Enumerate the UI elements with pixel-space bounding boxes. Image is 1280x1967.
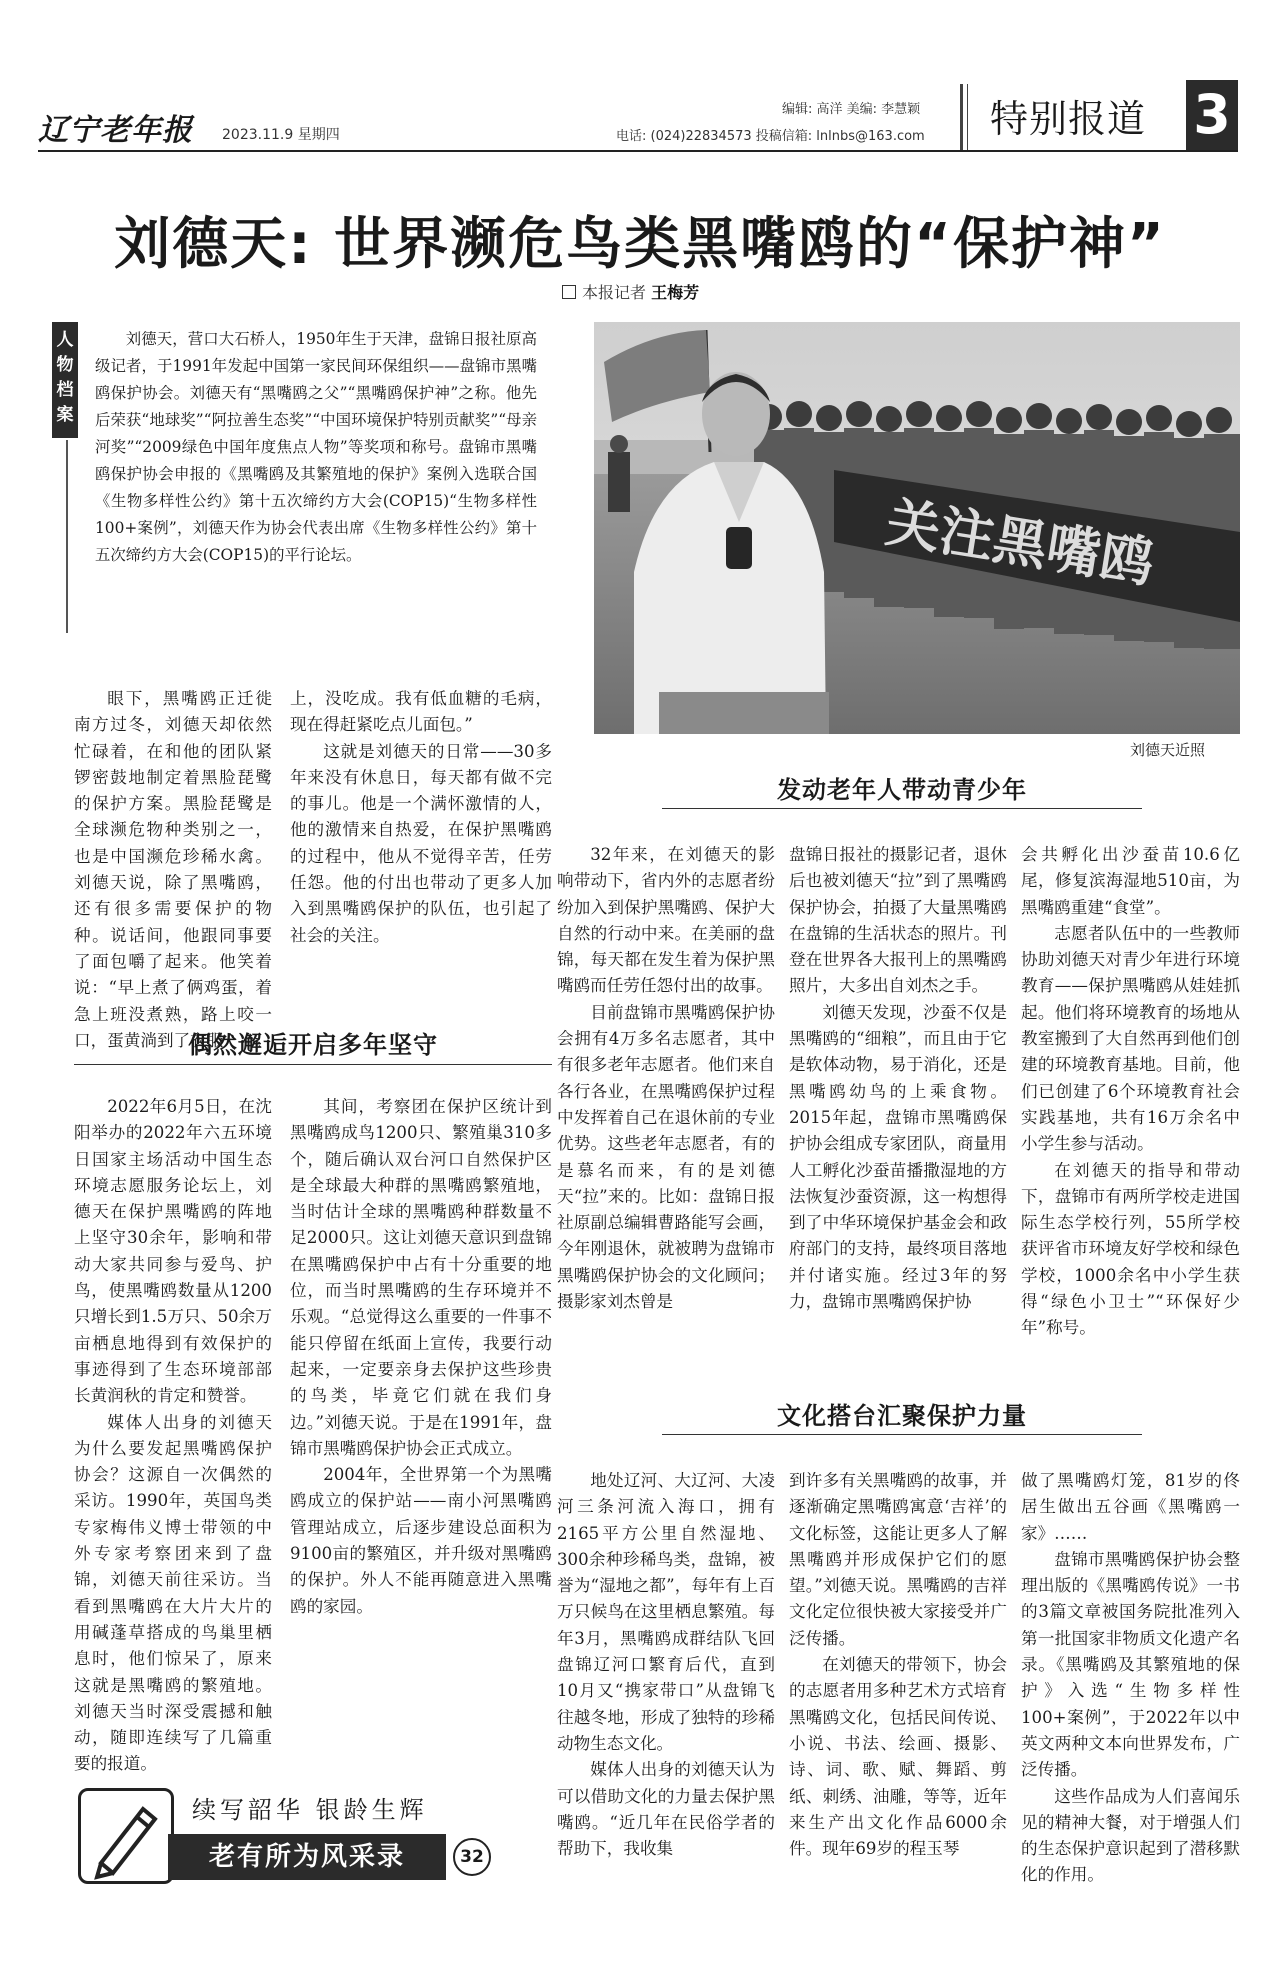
- body-paragraph: 做了黑嘴鸥灯笼，81岁的佟居生做出五谷画《黑嘴鸥一家》……: [1021, 1471, 1240, 1543]
- intro-column-2: [290, 686, 552, 949]
- profile-tag: 人物档案: [52, 322, 78, 438]
- section-rule: [662, 808, 1142, 809]
- body-paragraph: 刘德天发现，沙蚕不仅是黑嘴鸥的“细粮”，而且由于它是软体动物，易于消化，还是黑嘴鸥幼鸟的上乘食物。2015年起，盘锦市黑嘴鸥保护协会组成专家团队，商量用人工孵化沙蚕苗播撒湿地的方法恢复沙蚕资源，这一构想得到了中华环境保护基金会和政府部门的支持，最终项目落地并付诸实施。经过3年的努力，盘锦市黑嘴鸥保护协: [789, 1002, 1007, 1312]
- section-name: 特别报道: [990, 97, 1147, 141]
- section1-column-2: [290, 1094, 552, 1620]
- byline-author: 王梅芳: [651, 283, 700, 302]
- editor-credits: 编辑: 高洋 美编: 李慧颖: [782, 102, 921, 117]
- body-paragraph: 32年来，在刘德天的影响带动下，省内外的志愿者纷纷加入到保护黑嘴鸥、保护大自然的行动中来。在美丽的盘锦，每天都在发生着为保护黑嘴鸥而任劳任怨付出的故事。: [557, 845, 775, 996]
- series-slogan: 续写韶华 银龄生辉: [192, 1796, 428, 1824]
- portrait-photo: [594, 322, 1240, 734]
- page-number: 3: [1186, 80, 1238, 150]
- body-paragraph: 盘锦日报社的摄影记者，退休后也被刘德天“拉”到了黑嘴鸥保护协会，拍摄了大量黑嘴鸥在盘锦的生活状态的照片。刊登在世界各大报刊上的黑嘴鸥照片，大多出自刘杰之手。: [789, 845, 1007, 996]
- masthead-divider-thin: [967, 84, 968, 150]
- section1-column-1: [74, 1094, 272, 1778]
- masthead-rule: [38, 150, 1238, 152]
- intro-column-1: [74, 686, 272, 1054]
- body-paragraph: 这些作品成为人们喜闻乐见的精神大餐，对于增强人们的生态保护意识起到了潜移默化的作用。: [1021, 1786, 1240, 1885]
- byline-square-icon: [562, 285, 576, 299]
- section3-column-2: [789, 1468, 1007, 1862]
- section2-column-3: [1021, 842, 1240, 1342]
- body-paragraph: 在刘德天的带领下，协会的志愿者用多种艺术方式培育黑嘴鸥文化，包括民间传说、小说、书法、绘画、摄影、诗、词、歌、赋、舞蹈、剪纸、刺绣、油雕，等等，近年来生产出文化作品6000余件。现年69岁的程玉琴: [789, 1655, 1007, 1859]
- pen-icon: [78, 1788, 174, 1884]
- newspaper-logo: 辽宁老年报: [38, 113, 193, 148]
- section-rule: [74, 1064, 552, 1065]
- profile-text: 刘德天，营口大石桥人，1950年生于天津，盘锦日报社原高级记者，于1991年发起中国第一家民间环保组织——盘锦市黑嘴鸥保护协会。刘德天有“黑嘴鸥之父”“黑嘴鸥保护神”之称。他先后荣获“地球奖”“阿拉善生态奖”“中国环境保护特别贡献奖”“母亲河奖”“2009绿色中国年度焦点人物”等奖项和称号。盘锦市黑嘴鸥保护协会申报的《黑嘴鸥及其繁殖地的保护》案例入选联合国《生物多样性公约》第十五次缔约方大会(COP15)“生物多样性100+案例”，刘德天作为协会代表出席《生物多样性公约》第十五次缔约方大会(COP15)的平行论坛。: [95, 330, 537, 564]
- photo-caption: 刘德天近照: [1130, 741, 1206, 759]
- intro-paragraph: 眼下，黑嘴鸥正迁徙南方过冬，刘德天却依然忙碌着，在和他的团队紧锣密鼓地制定着黑脸琵鹭的保护方案。黑脸琵鹭是全球濒危物种类别之一，也是中国濒危珍稀水禽。刘德天说，除了黑嘴鸥，还有很多需要保护的物种。说话间，他跟同事要了面包嚼了起来。他笑着说：“早上煮了俩鸡蛋，着急上班没煮熟，路上咬一口，蛋黄淌到了衣服: [74, 689, 272, 1050]
- body-paragraph: 盘锦市黑嘴鸥保护协会整理出版的《黑嘴鸥传说》一书的3篇文章被国务院批准列入第一批国家非物质文化遗产名录。《黑嘴鸥及其繁殖地的保护》入选“生物多样性100+案例”，于2022年以中英文两种文本向世界发布，广泛传播。: [1021, 1549, 1240, 1780]
- intro-paragraph: 上，没吃成。我有低血糖的毛病，现在得赶紧吃点儿面包。”: [290, 689, 552, 735]
- article-headline: 刘德天: 世界濒危鸟类黑嘴鸥的“保护神”: [114, 212, 1166, 277]
- body-paragraph: 目前盘锦市黑嘴鸥保护协会拥有4万多名志愿者，其中有很多老年志愿者。他们来自各行各业，在黑嘴鸥保护过程中发挥着自己在退休前的专业优势。这些老年志愿者，有的是慕名而来，有的是刘德天“拉”来的。比如：盘锦日报社原副总编辑曹路能写会画，今年刚退休，就被聘为盘锦市黑嘴鸥保护协会的文化顾问；摄影家刘杰曾是: [557, 1002, 775, 1312]
- section-heading: 发动老年人带动青少年: [777, 775, 1027, 804]
- section3-column-3: [1021, 1468, 1240, 1889]
- body-paragraph: 到许多有关黑嘴鸥的故事，并逐渐确定黑嘴鸥寓意‘吉祥’的文化标签，这能让更多人了解黑嘴鸥并形成保护它们的愿望。”刘德天说。黑嘴鸥的吉祥文化定位很快被大家接受并广泛传播。: [789, 1471, 1007, 1648]
- body-paragraph: 2022年6月5日，在沈阳举办的2022年六五环境日国家主场活动中国生态环境志愿服务论坛上，刘德天在保护黑嘴鸥的阵地上坚守30余年，影响和带动大家共同参与爱鸟、护鸟，使黑嘴鸥数量从1200只增长到1.5万只、50余万亩栖息地得到有效保护的事迹得到了生态环境部部长黄润秋的肯定和赞誉。: [74, 1097, 272, 1406]
- body-paragraph: 志愿者队伍中的一些教师协助刘德天对青少年进行环境教育——保护黑嘴鸥从娃娃抓起。他们将环境教育的场地从教室搬到了大自然再到他们创建的环境教育基地。目前，他们已创建了6个环境教育社会实践基地，共有16万余名中小学生参与活动。: [1021, 923, 1240, 1154]
- section-heading: 偶然邂逅开启多年坚守: [188, 1030, 438, 1059]
- section2-column-2: [789, 842, 1007, 1315]
- section-rule: [662, 1434, 1142, 1435]
- issue-date: 2023.11.9 星期四: [222, 127, 340, 143]
- body-paragraph: 其间，考察团在保护区统计到黑嘴鸥成鸟1200只、繁殖巢310多个，随后确认双台河口自然保护区是全球最大种群的黑嘴鸥繁殖地，当时估计全球的黑嘴鸥种群数量不足2000只。这让刘德天意识到盘锦在黑嘴鸥保护中占有十分重要的地位，而当时黑嘴鸥的生存环境并不乐观。“总觉得这么重要的一件事不能只停留在纸面上宣传，我要行动起来，一定要亲身去保护这些珍贵的鸟类，毕竟它们就在我们身边。”刘德天说。于是在1991年，盘锦市黑嘴鸥保护协会正式成立。: [290, 1097, 552, 1458]
- series-number-badge: 32: [453, 1838, 491, 1876]
- byline-prefix: 本报记者: [582, 283, 647, 302]
- section-heading: 文化搭台汇聚保护力量: [777, 1401, 1027, 1430]
- body-paragraph: 地处辽河、大辽河、大凌河三条河流入海口，拥有2165平方公里自然湿地、300余种珍稀鸟类，盘锦，被誉为“湿地之都”，每年有上百万只候鸟在这里栖息繁殖。每年3月，黑嘴鸥成群结队飞回盘锦辽河口繁育后代，直到10月又“携家带口”从盘锦飞往越冬地，形成了独特的珍稀动物生态文化。: [557, 1471, 775, 1753]
- series-banner: 老有所为风采录: [168, 1834, 446, 1880]
- intro-paragraph: 这就是刘德天的日常——30多年来没有休息日，每天都有做不完的事儿。他是一个满怀激情的人，他的激情来自热爱，在保护黑嘴鸥的过程中，他从不觉得辛苦，任劳任怨。他的付出也带动了更多人加入到黑嘴鸥保护的队伍，也引起了社会的关注。: [290, 741, 552, 945]
- masthead-divider: [960, 84, 963, 150]
- section2-column-1: [557, 842, 775, 1315]
- body-paragraph: 媒体人出身的刘德天为什么要发起黑嘴鸥保护协会？这源自一次偶然的采访。1990年，英国鸟类专家梅伟义博士带领的中外专家考察团来到了盘锦，刘德天前往采访。当看到黑嘴鸥在大片大片的用碱蓬草搭成的鸟巢里栖息时，他们惊呆了，原来这就是黑嘴鸥的繁殖地。刘德天当时深受震撼和触动，随即连续写了几篇重要的报道。: [74, 1412, 272, 1774]
- body-paragraph: 在刘德天的指导和带动下，盘锦市有两所学校走进国际生态学校行列，55所学校获评省市环境友好学校和绿色学校，1000余名中小学生获得“绿色小卫士”“环保好少年”称号。: [1021, 1160, 1240, 1338]
- body-paragraph: 2004年，全世界第一个为黑嘴鸥成立的保护站——南小河黑嘴鸥管理站成立，后逐步建设总面积为9100亩的繁殖区，并升级对黑嘴鸥的保护。外人不能再随意进入黑嘴鸥的家园。: [290, 1465, 552, 1616]
- profile-rule: [66, 440, 68, 633]
- body-paragraph: 媒体人出身的刘德天认为可以借助文化的力量去保护黑嘴鸥。“近几年在民俗学者的帮助下，我收集: [557, 1760, 775, 1859]
- photo-banner-text: 关注黑嘴鸥: [881, 490, 1159, 596]
- byline: [562, 280, 699, 303]
- photo-illustration: [594, 322, 1240, 734]
- section3-column-1: [557, 1468, 775, 1862]
- body-paragraph: 会共孵化出沙蚕苗10.6亿尾，修复滨海湿地510亩，为黑嘴鸥重建“食堂”。: [1021, 845, 1240, 917]
- contact-info: 电话: (024)22834573 投稿信箱: lnlnbs@163.com: [616, 129, 925, 144]
